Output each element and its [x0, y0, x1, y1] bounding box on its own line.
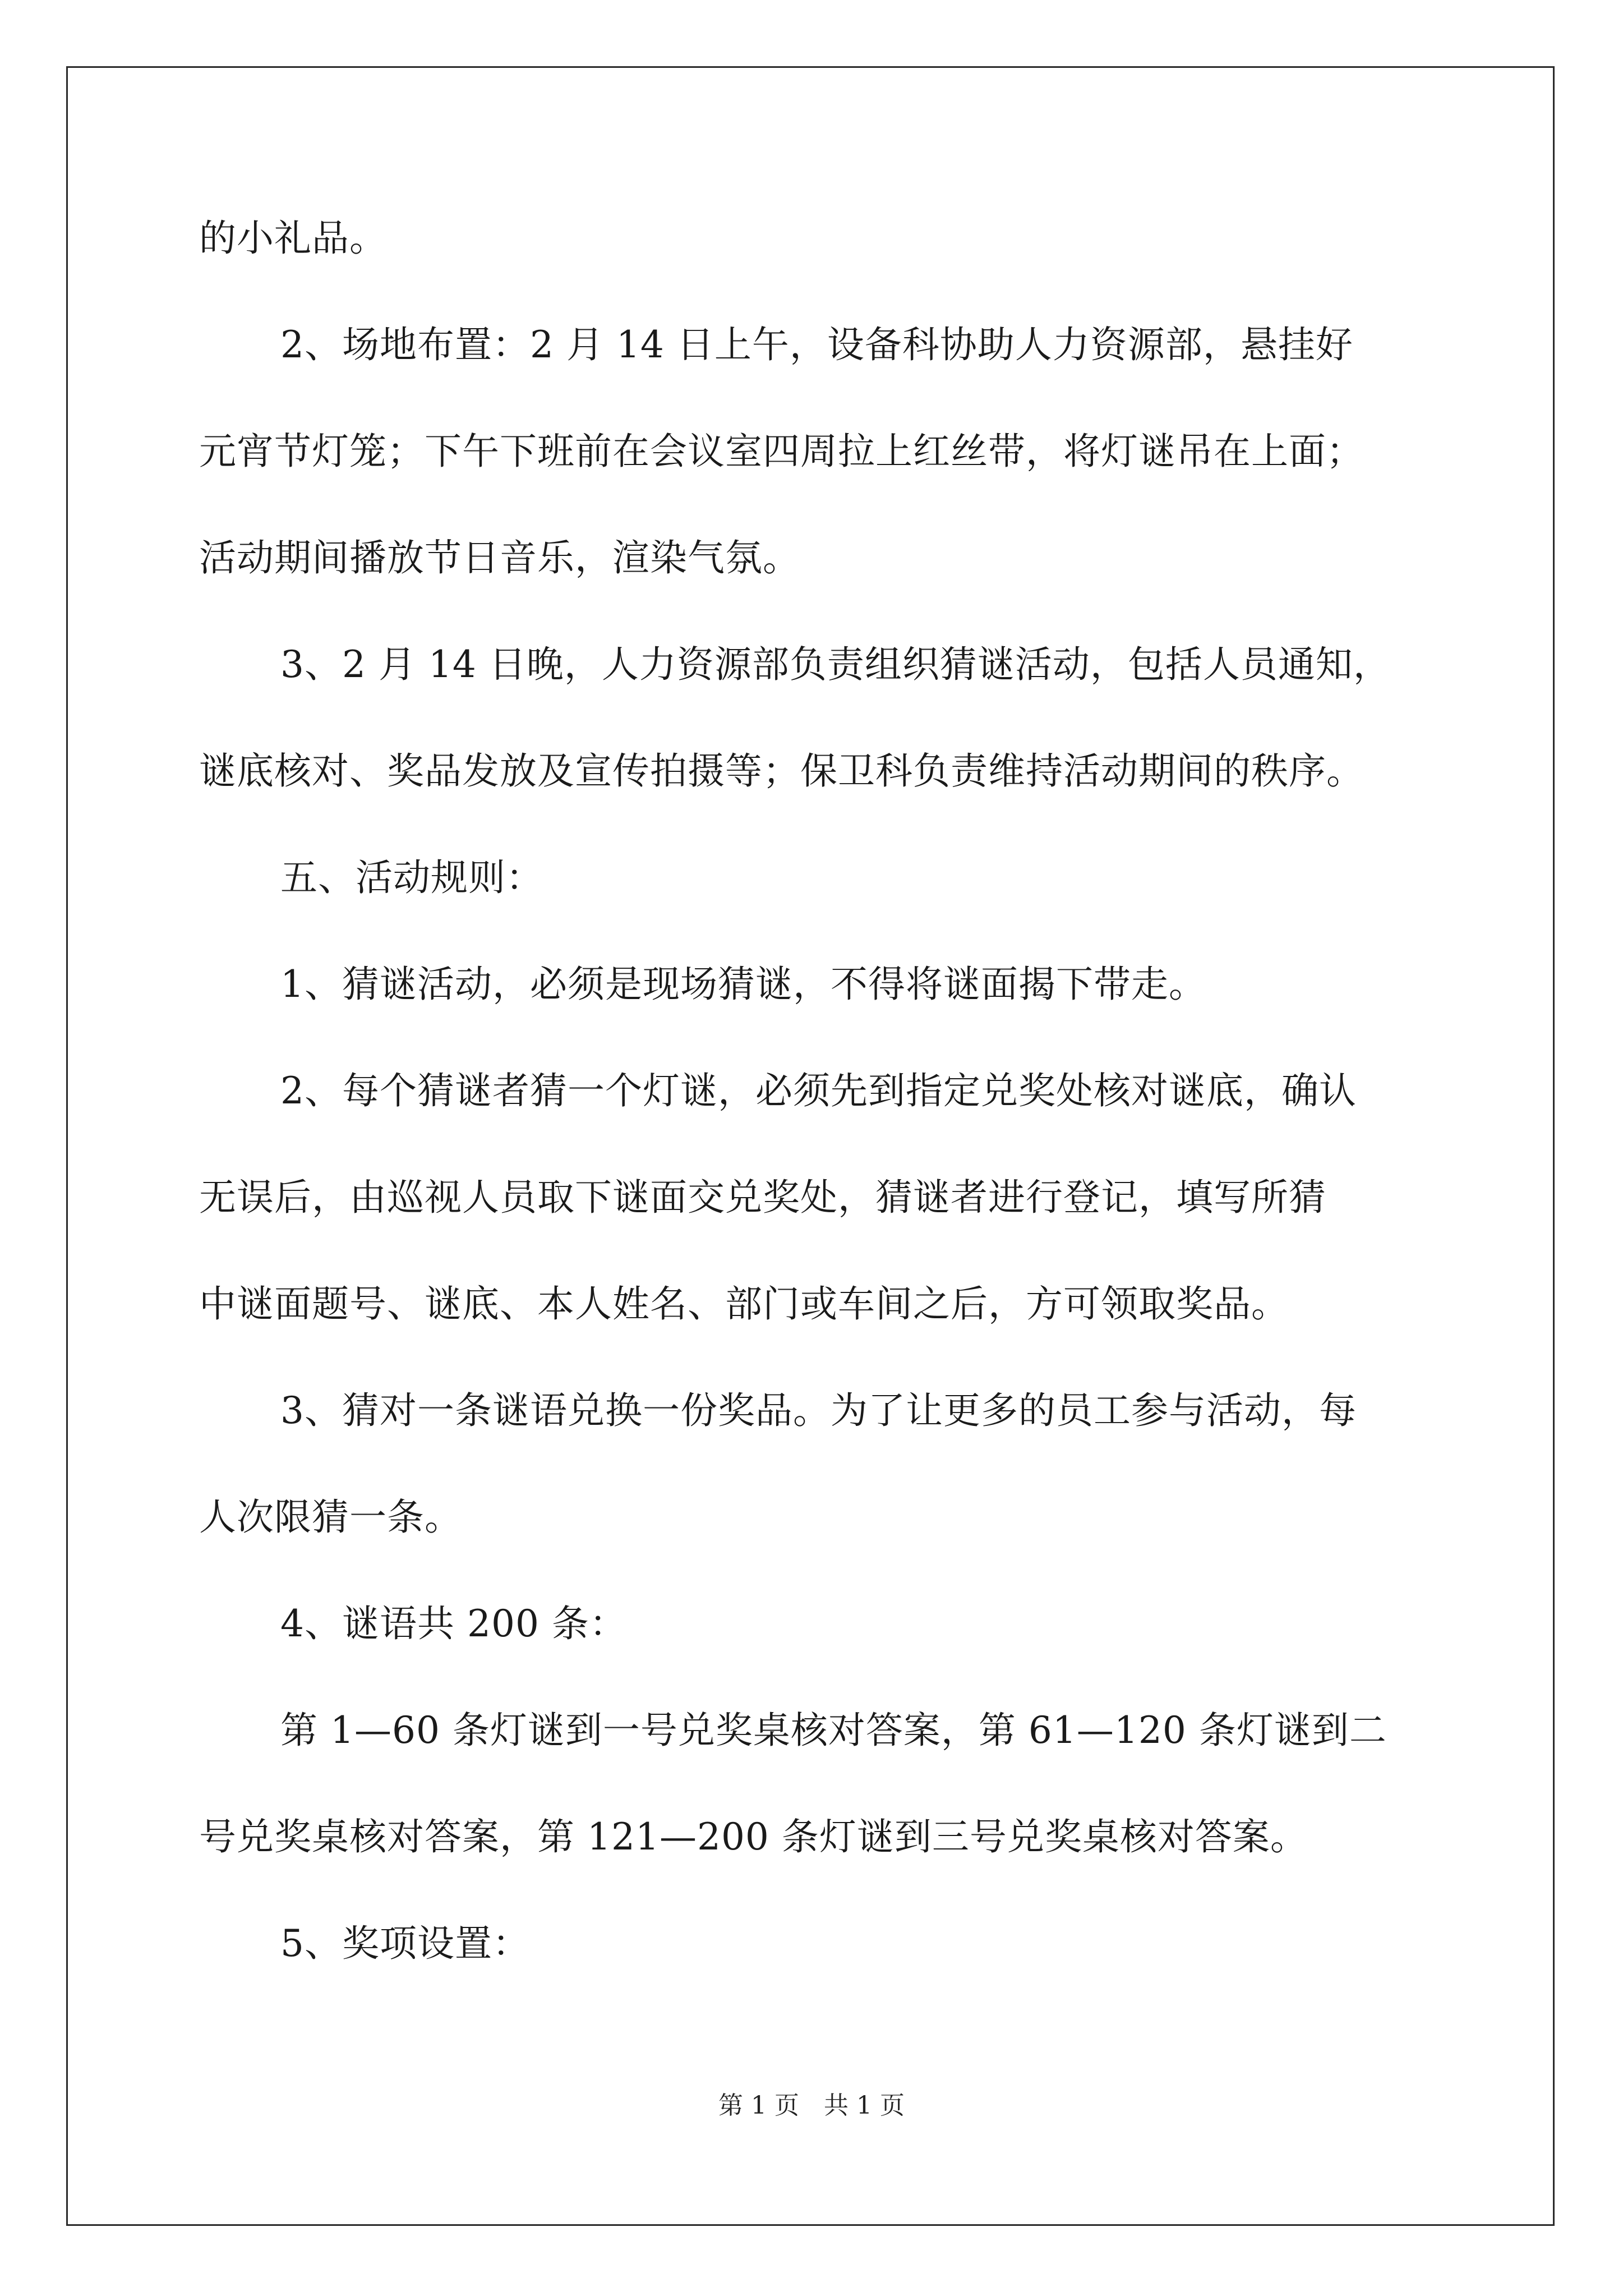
text-line: 5、奖项设置： — [280, 1922, 530, 1965]
section-heading: 五、活动规则： — [280, 856, 543, 899]
text-line: 号兑奖桌核对答案，第 121—200 条灯谜到三号兑奖桌核对答案。 — [199, 1815, 1308, 1858]
text-line: 3、猜对一条谜语兑换一份奖品。为了让更多的员工参与活动，每 — [280, 1389, 1357, 1432]
text-line: 谜底核对、奖品发放及宣传拍摄等；保卫科负责维持活动期间的秩序。 — [199, 749, 1364, 793]
text-line: 3、2 月 14 日晚，人力资源部负责组织猜谜活动，包括人员通知， — [280, 643, 1391, 686]
text-line: 4、谜语共 200 条： — [280, 1602, 627, 1645]
text-line: 的小礼品。 — [199, 217, 387, 260]
text-line: 1、猜谜活动，必须是现场猜谜，不得将谜面揭下带走。 — [280, 963, 1206, 1006]
page-number: 第 1 页 共 1 页 — [718, 2091, 905, 2120]
text-line: 第 1—60 条灯谜到一号兑奖桌核对答案，第 61—120 条灯谜到二 — [280, 1709, 1387, 1752]
page-border — [66, 66, 1555, 2226]
text-line: 2、每个猜谜者猜一个灯谜，必须先到指定兑奖处核对谜底，确认 — [280, 1069, 1357, 1112]
text-line: 无误后，由巡视人员取下谜面交兑奖处，猜谜者进行登记，填写所猜 — [199, 1176, 1326, 1219]
text-line: 元宵节灯笼；下午下班前在会议室四周拉上红丝带，将灯谜吊在上面； — [199, 430, 1364, 473]
text-line: 中谜面题号、谜底、本人姓名、部门或车间之后，方可领取奖品。 — [199, 1282, 1289, 1326]
text-line: 人次限猜一条。 — [199, 1496, 462, 1539]
text-line: 2、场地布置：2 月 14 日上午，设备科协助人力资源部，悬挂好 — [280, 323, 1353, 366]
text-line: 活动期间播放节日音乐，渲染气氛。 — [199, 536, 800, 579]
